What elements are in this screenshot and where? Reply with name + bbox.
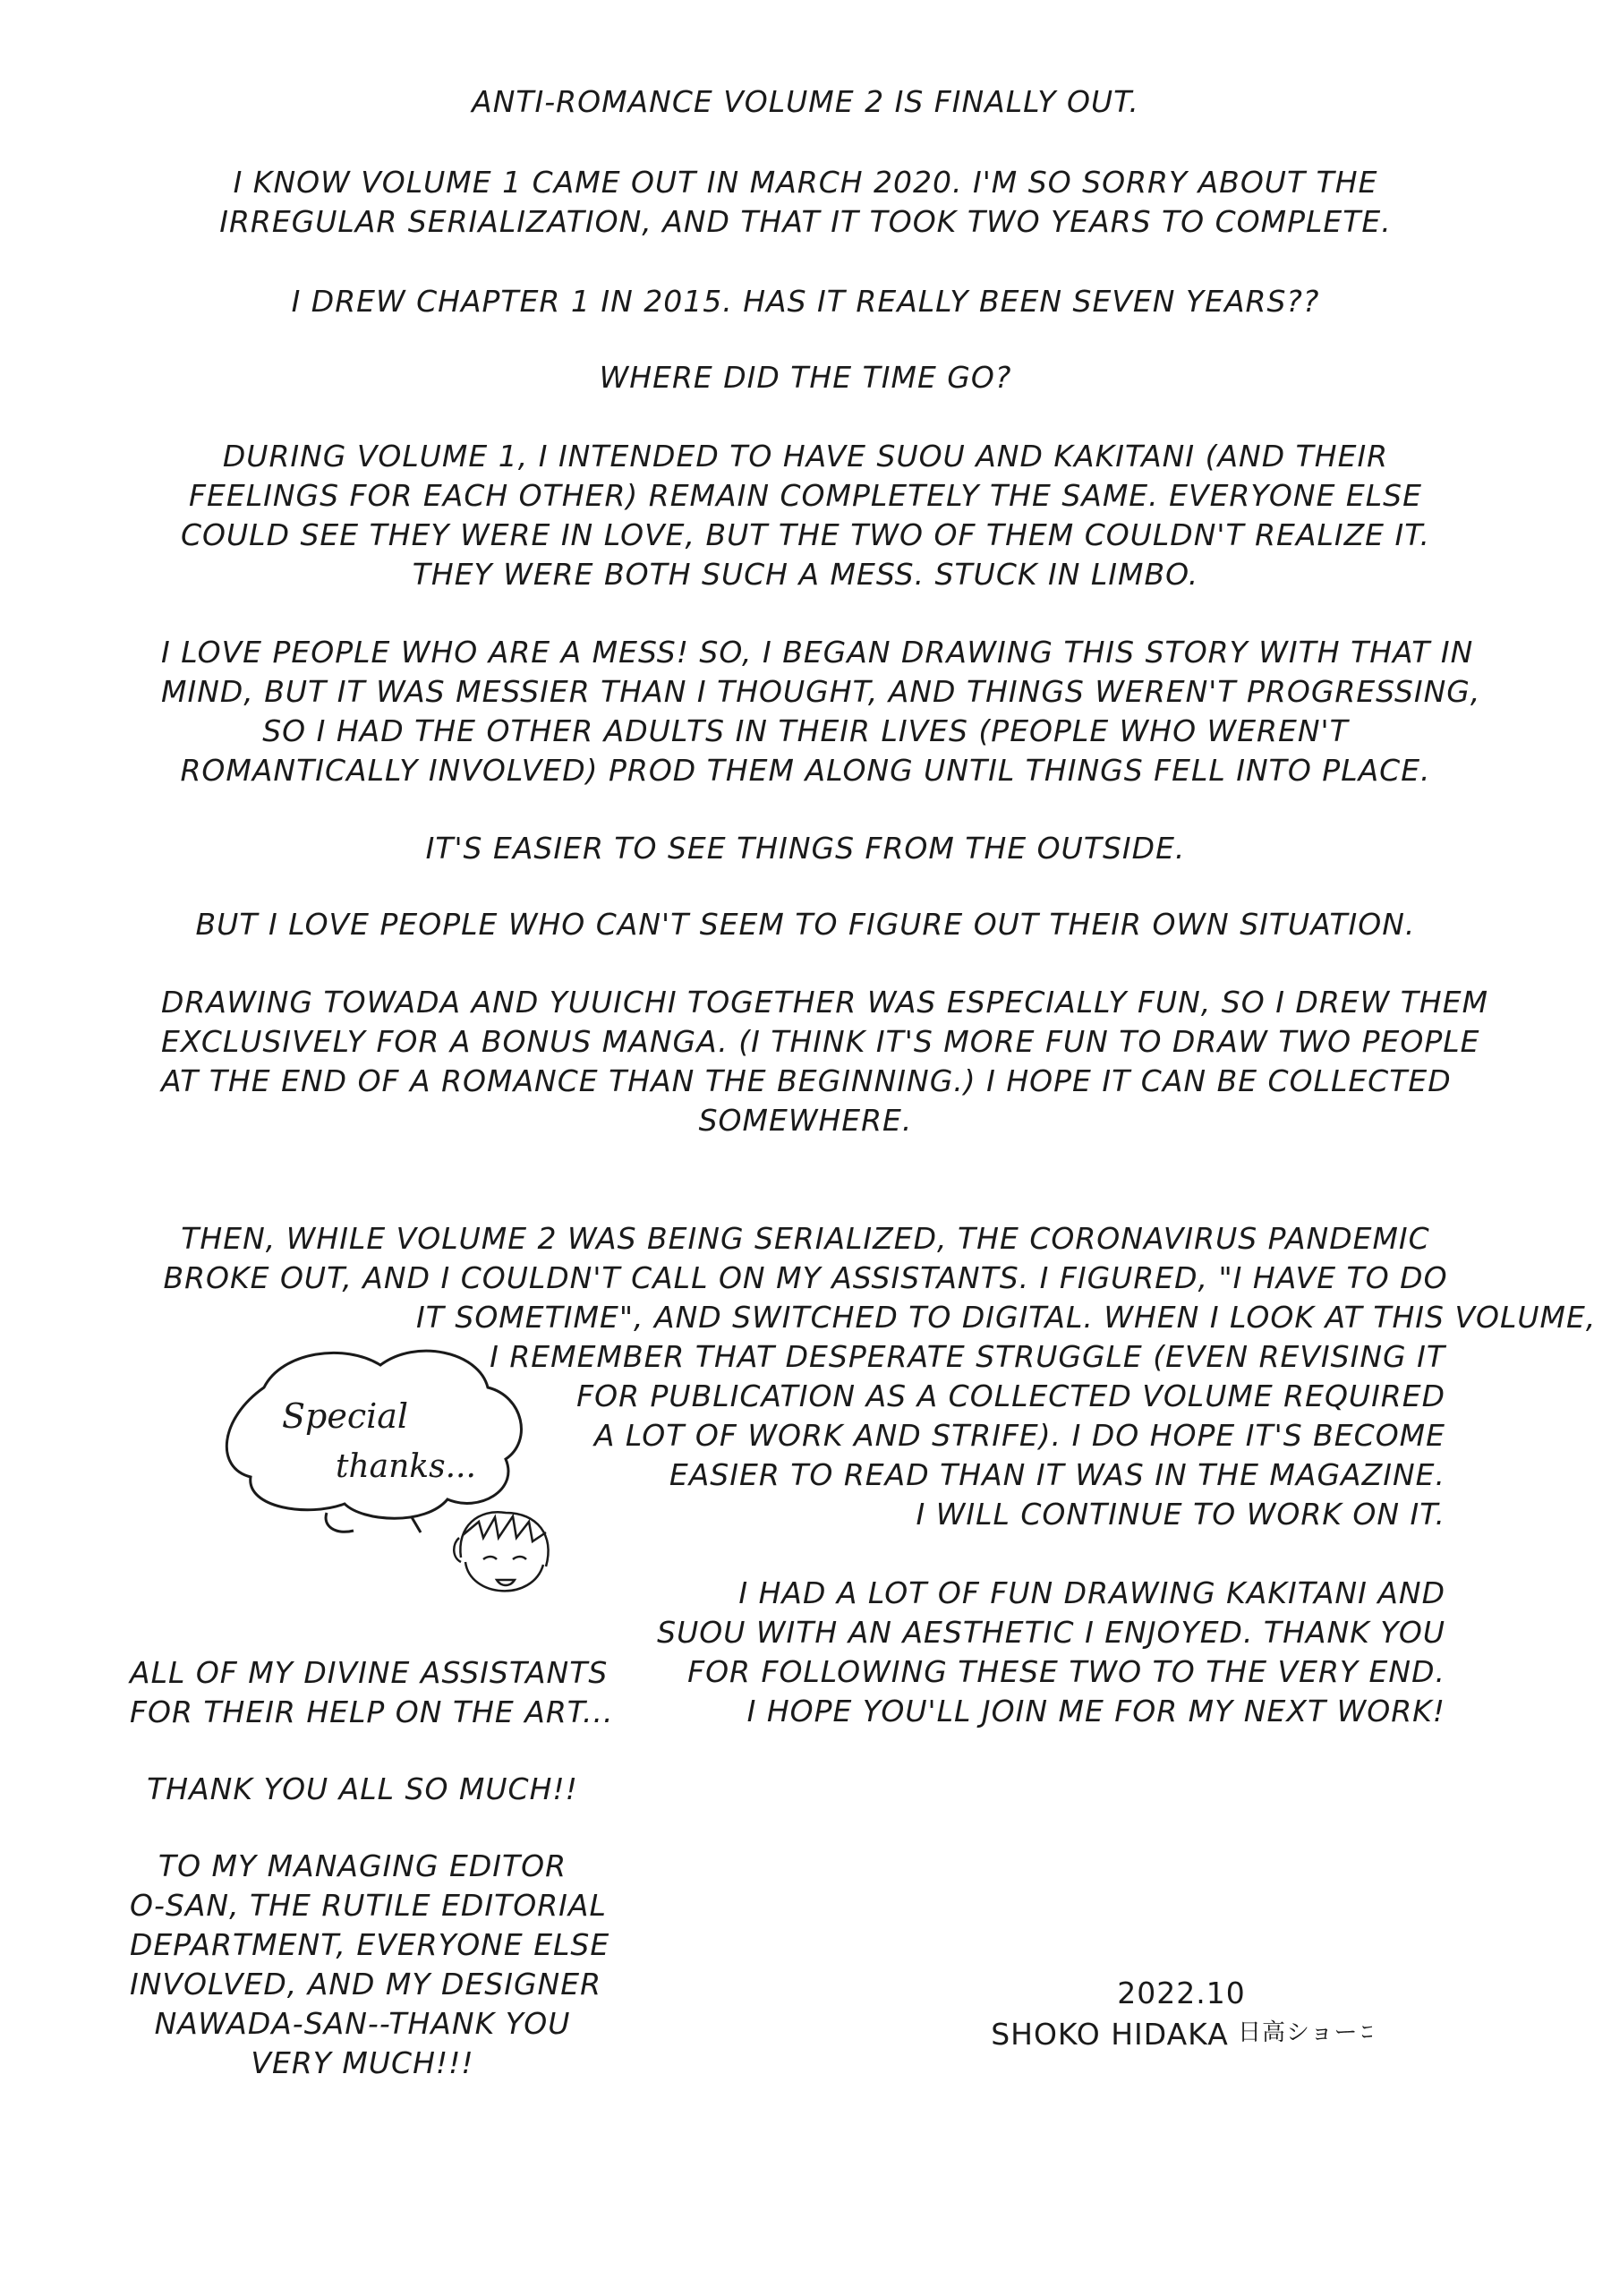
assistants-thanks bbox=[130, 1653, 614, 1732]
text-line: I DREW CHAPTER 1 IN 2015. HAS IT REALLY BEEN SEVEN YEARS?? bbox=[291, 284, 1320, 319]
text-line: THEY WERE BOTH SUCH A MESS. STUCK IN LIMBO. bbox=[412, 557, 1199, 592]
easier-outside-paragraph bbox=[161, 829, 1450, 868]
text-line: VERY MUCH!!! bbox=[251, 2045, 474, 2080]
text-line: ALL OF MY DIVINE ASSISTANTS bbox=[130, 1655, 609, 1690]
text-line: FEELINGS FOR EACH OTHER) REMAIN COMPLETELY THE SAME. EVERYONE ELSE bbox=[189, 478, 1422, 513]
text-line: I LOVE PEOPLE WHO ARE A MESS! SO, I BEGAN DRAWING THIS STORY WITH THAT IN bbox=[161, 635, 1474, 670]
text-line: WHERE DID THE TIME GO? bbox=[599, 360, 1012, 395]
text-line: I KNOW VOLUME 1 CAME OUT IN MARCH 2020. I'M SO SORRY ABOUT THE bbox=[233, 165, 1378, 200]
text-line: SO I HAD THE OTHER ADULTS IN THEIR LIVES (PEOPLE WHO WEREN'T bbox=[262, 713, 1349, 748]
signature-name: SHOKO HIDAKA bbox=[991, 2017, 1229, 2052]
text-line: AT THE END OF A ROMANCE THAN THE BEGINNING.) I HOPE IT CAN BE COLLECTED bbox=[161, 1063, 1452, 1098]
text-line: BUT I LOVE PEOPLE WHO CAN'T SEEM TO FIGURE OUT THEIR OWN SITUATION. bbox=[195, 907, 1416, 942]
text-line: I WILL CONTINUE TO WORK ON IT. bbox=[916, 1497, 1445, 1532]
closing-paragraph bbox=[640, 1574, 1445, 1731]
text-line: I REMEMBER THAT DESPERATE STRUGGLE (EVEN REVISING IT bbox=[490, 1339, 1445, 1374]
text-line: DURING VOLUME 1, I INTENDED TO HAVE SUOU AND KAKITANI (AND THEIR bbox=[222, 439, 1389, 474]
pandemic-paragraph-top bbox=[161, 1219, 1450, 1298]
text-line: FOR THEIR HELP ON THE ART... bbox=[130, 1694, 614, 1729]
text-line: SUOU WITH AN AESTHETIC I ENJOYED. THANK YOU bbox=[657, 1615, 1445, 1650]
text-line: DEPARTMENT, EVERYONE ELSE bbox=[130, 1927, 610, 1962]
text-line: THANK YOU ALL SO MUCH!! bbox=[147, 1771, 578, 1806]
chapter-one-paragraph bbox=[161, 282, 1450, 321]
during-volume-paragraph bbox=[161, 437, 1450, 594]
text-line: NAWADA-SAN--THANK YOU bbox=[154, 2006, 571, 2041]
editor-thanks bbox=[130, 1847, 610, 2083]
signature-date: 2022.10 bbox=[1117, 1976, 1246, 2010]
text-line: IT SOMETIME", AND SWITCHED TO DIGITAL. WHEN I LOOK AT THIS VOLUME, bbox=[416, 1300, 1597, 1335]
text-line: EASIER TO READ THAN IT WAS IN THE MAGAZINE. bbox=[669, 1457, 1445, 1492]
towada-paragraph bbox=[161, 983, 1489, 1140]
continue-paragraph bbox=[640, 1495, 1445, 1534]
special-text: Special bbox=[282, 1396, 409, 1436]
text-line: I HOPE YOU'LL JOIN ME FOR MY NEXT WORK! bbox=[746, 1694, 1445, 1728]
signature-block bbox=[980, 1974, 1383, 2059]
thanks-all-line bbox=[130, 1770, 595, 1809]
text-line: SOMEWHERE. bbox=[698, 1103, 913, 1138]
text-line: I HAD A LOT OF FUN DRAWING KAKITANI AND bbox=[738, 1575, 1445, 1610]
text-line: INVOLVED, AND MY DESIGNER bbox=[130, 1967, 602, 2002]
love-mess-paragraph bbox=[161, 633, 1481, 790]
special-thanks-cloud-illustration bbox=[210, 1334, 586, 1629]
text-line: FOR PUBLICATION AS A COLLECTED VOLUME REQUIRED bbox=[576, 1378, 1445, 1413]
title-paragraph bbox=[161, 82, 1450, 122]
text-line: MIND, BUT IT WAS MESSIER THAN I THOUGHT, AND THINGS WEREN'T PROGRESSING, bbox=[161, 674, 1481, 709]
text-line: FOR FOLLOWING THESE TWO TO THE VERY END. bbox=[687, 1654, 1445, 1689]
volume-one-paragraph bbox=[161, 163, 1450, 242]
svg-text:日高ショーコ: 日高ショーコ bbox=[1237, 2019, 1372, 2046]
text-line: EXCLUSIVELY FOR A BONUS MANGA. (I THINK IT'S MORE FUN TO DRAW TWO PEOPLE bbox=[161, 1024, 1480, 1059]
text-line: O-SAN, THE RUTILE EDITORIAL bbox=[130, 1888, 607, 1923]
text-line: BROKE OUT, AND I COULDN'T CALL ON MY ASSISTANTS. I FIGURED, "I HAVE TO DO bbox=[163, 1260, 1448, 1295]
text-line: TO MY MANAGING EDITOR bbox=[158, 1848, 567, 1883]
text-line: IRREGULAR SERIALIZATION, AND THAT IT TOOK TWO YEARS TO COMPLETE. bbox=[219, 204, 1392, 239]
where-time-paragraph bbox=[161, 358, 1450, 397]
text-line: COULD SEE THEY WERE IN LOVE, BUT THE TWO OF THEM COULDN'T REALIZE IT. bbox=[181, 517, 1430, 552]
text-line: ANTI-ROMANCE VOLUME 2 IS FINALLY OUT. bbox=[472, 84, 1139, 119]
text-line: IT'S EASIER TO SEE THINGS FROM THE OUTSIDE. bbox=[425, 831, 1186, 866]
text-line: THEN, WHILE VOLUME 2 WAS BEING SERIALIZED, THE CORONAVIRUS PANDEMIC bbox=[181, 1221, 1430, 1256]
situation-paragraph bbox=[161, 905, 1450, 944]
chibi-character-icon bbox=[454, 1512, 548, 1591]
text-line: DRAWING TOWADA AND YUUICHI TOGETHER WAS ESPECIALLY FUN, SO I DREW THEM bbox=[161, 985, 1489, 1020]
thanks-text: thanks... bbox=[336, 1448, 476, 1485]
text-line: ROMANTICALLY INVOLVED) PROD THEM ALONG UNTIL THINGS FELL INTO PLACE. bbox=[180, 753, 1431, 788]
text-line: A LOT OF WORK AND STRIFE). I DO HOPE IT'S BECOME bbox=[593, 1418, 1445, 1453]
signature-japanese-name bbox=[1238, 2013, 1372, 2059]
